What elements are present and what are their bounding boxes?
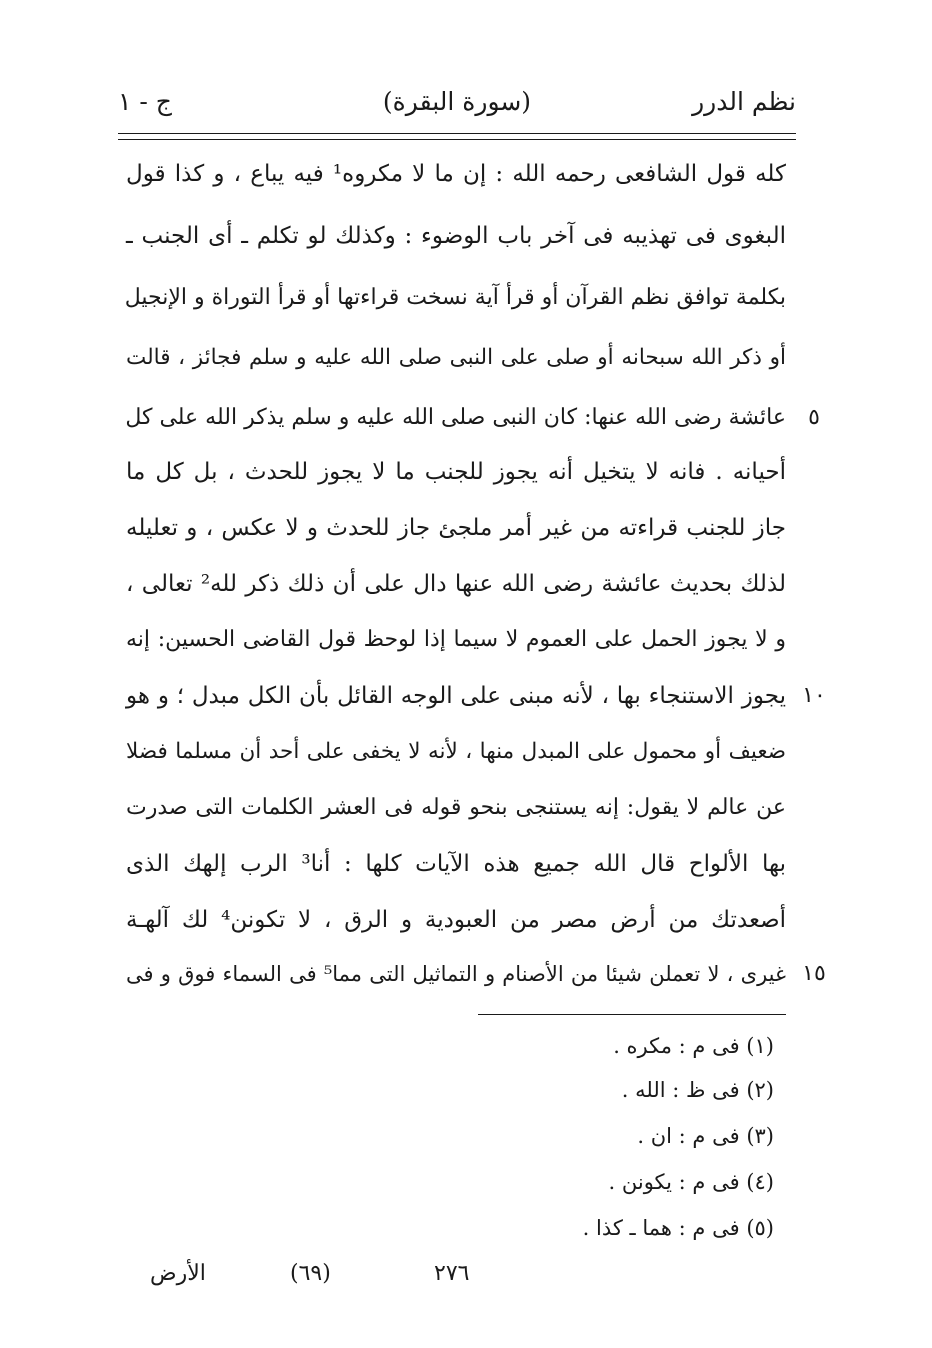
- text-line: أصعدتك من أرض مصر من العبودية و الرق ، لا تكونن⁴ لك آلهـة: [126, 907, 786, 933]
- text-line: ضعيف أو محمول على المبدل منها ، لأنه لا يخفى على أحد أن مسلما فضلا: [126, 739, 786, 764]
- text-line: كله قول الشافعى رحمه الله : إن ما لا مكروه¹ فيه يباع ، و كذا قول: [126, 161, 786, 187]
- text-line: غيرى ، لا تعملن شيئا من الأصنام و التماثيل التى مما⁵ فى السماء فوق و فى: [126, 962, 786, 986]
- text-line: بها الألواح قال الله جميع هذه الآيات كلها : أنا³ الرب إلهك الذى: [126, 851, 786, 877]
- header-rule-bottom: [118, 139, 796, 140]
- footnote: (٤) فى م : يكونن .: [608, 1170, 774, 1194]
- text-line: عن عالم لا يقول: إنه يستنجى بنحو قوله فى العشر الكلمات التى صدرت: [126, 795, 786, 820]
- page-number: (٦٩): [290, 1261, 331, 1286]
- footnote: (٢) فى ظ : الله .: [621, 1078, 774, 1102]
- book-title: نظم الدرر: [692, 87, 796, 116]
- surah-title: (سورة البقرة): [382, 87, 532, 116]
- catchword: الأرض: [150, 1261, 206, 1286]
- text-line: و لا يجوز الحمل على العموم لا سيما إذا لوحظ قول القاضى الحسين: إنه: [126, 627, 786, 652]
- footnote: (٥) فى م : هما ـ كذا .: [582, 1216, 774, 1240]
- footnote: (٣) فى م : ان .: [637, 1124, 774, 1148]
- part-number: ج - ١: [118, 87, 172, 116]
- line-number-15: ١٥: [802, 961, 826, 986]
- line-number-10: ١٠: [802, 683, 826, 708]
- sequence-number: ٢٧٦: [434, 1261, 470, 1286]
- text-line: أحيانه . فانه لا يتخيل أنه يجوز للجنب ما لا يجوز للحدث ، بل كل ما: [126, 459, 786, 485]
- footnote: (١) فى م : مكره .: [613, 1034, 774, 1058]
- footnote-separator: [478, 1014, 786, 1015]
- header-rule-top: [118, 133, 796, 134]
- text-line: البغوى فى تهذيبه فى آخر باب الوضوء : وكذلك لو تكلم ـ أى الجنب ـ: [126, 223, 786, 249]
- line-number-5: ٥: [808, 405, 820, 430]
- text-line: أو ذكر الله سبحانه أو صلى على النبى صلى الله عليه و سلم فجائز ، قالت: [126, 345, 786, 370]
- running-header: [118, 82, 796, 128]
- text-line: عائشة رضى الله عنها: كان النبى صلى الله عليه و سلم يذكر الله على كل: [125, 405, 786, 430]
- text-line: يجوز الاستنجاء بها ، لأنه مبنى على الوجه القائل بأن الكل مبدل ؛ و هو: [126, 683, 786, 709]
- text-line: بكلمة توافق نظم القرآن أو قرأ آية نسخت قراءتها أو قرأ التوراة و الإنجيل: [124, 285, 786, 310]
- text-line: لذلك بحديث عائشة رضى الله عنها دال على أن ذلك ذكر لله² تعالى ،: [126, 571, 786, 597]
- text-line: جاز للجنب قراءته من غير أمر ملجئ جاز للحدث و لا عكس ، و تعليله: [126, 515, 786, 541]
